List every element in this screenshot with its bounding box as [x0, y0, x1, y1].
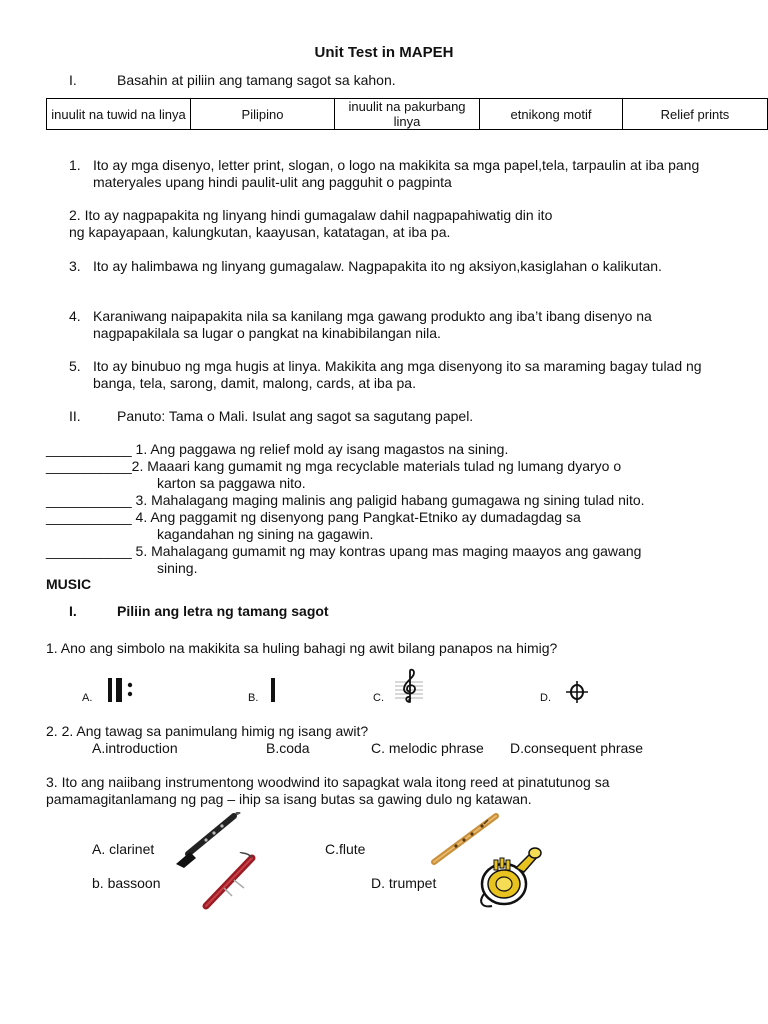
item-text: 1. Ang paggawa ng relief mold ay isang magastos na sining.	[131, 441, 509, 457]
choice-c	[373, 666, 443, 706]
item-text-continued: sining.	[157, 560, 198, 576]
choice-text: b. bassoon	[92, 875, 161, 891]
answer-box-cell: inuulit na tuwid na linya	[47, 99, 191, 130]
item-number: 5.	[69, 358, 81, 374]
music-question-3: 3. Ito ang naiibang instrumentong woodwind ito sapagkat wala itong reed at pinatutunog sa	[46, 774, 610, 790]
choice-text: C.flute	[325, 841, 366, 857]
item-text-continued: kagandahan ng sining na gagawin.	[157, 526, 374, 542]
item-text: Ito ay halimbawa ng linyang gumagalaw. Nagpapakita ito ng aksiyon,kasiglahan o kalikutan.	[93, 258, 662, 274]
repeat-sign-icon	[104, 674, 140, 704]
choice-b	[248, 666, 308, 706]
item-text: Ito ay mga disenyo, letter print, slogan, o logo na makikita sa mga papel,tela, tarpaulin at iba pang materyales upang hindi paulit-ulit ang pagguhit o pagpinta	[93, 157, 700, 190]
answer-blank: ___________	[46, 441, 132, 457]
true-false-item	[46, 441, 508, 458]
item-text: Ito ay nagpapakita ng linyang hindi gumagalaw dahil nagpapahiwatig din ito	[84, 207, 553, 223]
coda-icon	[564, 680, 590, 704]
music-question-3-continued: pamamagitanlamang ng pag – ihip sa isang butas sa gawing dulo ng katawan.	[46, 791, 532, 807]
item-text: 3. Mahalagang maging malinis ang paligid habang gumagawa ng sining tulad nito.	[131, 492, 645, 508]
choice-letter: D.	[540, 692, 551, 704]
section1-instruction: Basahin at piliin ang tamang sagot sa kahon.	[117, 72, 396, 88]
choice-text: B.coda	[266, 740, 310, 756]
true-false-item	[46, 458, 621, 492]
true-false-item	[46, 509, 581, 543]
choice-letter: C.	[373, 692, 384, 704]
choice-text: D.consequent phrase	[510, 740, 644, 756]
page-title: Unit Test in MAPEH	[314, 44, 454, 61]
answer-blank: ___________	[46, 492, 132, 508]
music-question-1: 1. Ano ang simbolo na makikita sa huling bahagi ng awit bilang panapos na himig?	[46, 640, 558, 656]
choice-text: D. trumpet	[371, 875, 437, 891]
section2-number: II.	[69, 408, 81, 424]
choice-d	[540, 666, 610, 706]
choice-letter: B.	[248, 692, 259, 704]
answer-blank: ___________	[46, 509, 132, 525]
choice-text: C. melodic phrase	[371, 740, 484, 756]
item-number: 1.	[69, 157, 81, 173]
choice-text: A. clarinet	[92, 841, 155, 857]
question-item	[69, 207, 552, 224]
true-false-item	[46, 492, 645, 509]
music-question-2: 2. 2. Ang tawag sa panimulang himig ng isang awit?	[46, 723, 369, 739]
answer-box-cell: Pilipino	[191, 99, 335, 130]
trumpet-icon	[472, 846, 542, 912]
choice-text: A.introduction	[92, 740, 178, 756]
answer-box	[46, 98, 768, 130]
item-text-continued: karton sa paggawa nito.	[157, 475, 306, 491]
answer-blank: ___________	[46, 458, 132, 474]
choice-letter: A.	[82, 692, 93, 704]
item-text: Ito ay binubuo ng mga hugis at linya. Makikita ang mga disenyong ito sa maraming bagay tulad ng banga, tela, sarong, damit, malong, cards, at iba pa.	[93, 358, 702, 391]
item-text: 5. Mahalagang gumamit ng may kontras upang mas maging maayos ang gawang	[131, 543, 642, 559]
answer-box-cell: Relief prints	[623, 99, 768, 130]
answer-box-cell: inuulit na pakurbang linya	[335, 99, 480, 130]
item-number: 3.	[69, 258, 81, 274]
item-text: 2. Maaari kang gumamit ng mga recyclable materials tulad ng lumang dyaryo o	[131, 458, 622, 474]
answer-box-cell: etnikong motif	[480, 99, 623, 130]
section1-number: I.	[69, 72, 77, 88]
bassoon-icon	[196, 852, 260, 914]
item-text: Karaniwang naipapakita nila sa kanilang mga gawang produkto ang iba’t ibang disenyo na nagpapakilala sa lugar o pangkat na kinabibilangan nila.	[93, 308, 652, 341]
barline-icon	[268, 676, 280, 704]
item-text: 4. Ang paggamit ng disenyong pang Pangkat-Etniko ay dumadagdag sa	[131, 509, 581, 525]
music-instruction: Piliin ang letra ng tamang sagot	[117, 603, 329, 619]
choice-a	[82, 666, 172, 706]
item-text-continued: ng kapayapaan, kalungkutan, kaayusan, katatagan, at iba pa.	[69, 224, 451, 240]
treble-clef-icon	[395, 668, 423, 706]
item-number: 2.	[69, 207, 81, 223]
answer-blank: ___________	[46, 543, 132, 559]
true-false-item	[46, 543, 641, 577]
section2-instruction: Panuto: Tama o Mali. Isulat ang sagot sa sagutang papel.	[117, 408, 474, 424]
music-heading: MUSIC	[46, 576, 92, 592]
music-section-number: I.	[69, 603, 77, 619]
item-number: 4.	[69, 308, 81, 324]
